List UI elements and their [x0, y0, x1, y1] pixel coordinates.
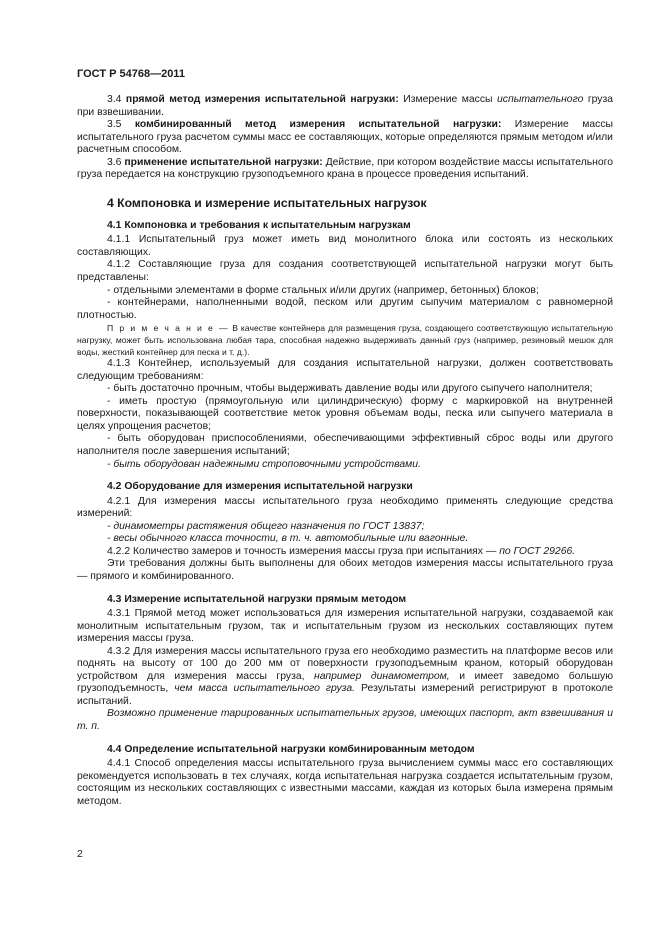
term: комбинированный метод измерения испытательной нагрузки:	[134, 119, 502, 131]
clause-italic: по ГОСТ 29266.	[499, 545, 576, 557]
definition-text: Измерение массы	[403, 94, 493, 105]
note-text: В качестве контейнера для размещения груза, создающего соответствующую испытательную нагрузку, может быть использована любая тара, способная надежно выдерживать данный груз (например, резиновый мешок для воды, жесткий контейнер для песка и т. д.).	[77, 323, 613, 358]
clause-number: 3.4	[107, 94, 122, 105]
clause-text: Результаты измерений регистрируют в протоколе испытаний.	[77, 683, 614, 707]
page-number: 2	[77, 848, 83, 860]
list-item	[77, 521, 613, 534]
clause-italic: например динамометром,	[314, 670, 450, 682]
clause-3-6	[77, 157, 613, 182]
definition-text: груза при взвешивании.	[77, 94, 614, 118]
section-4-1-heading: 4.1 Компоновка и требования к испытательным нагрузкам	[107, 219, 411, 231]
list-item: - иметь простую (прямоугольную или цилиндрическую) форму с маркировкой на внутренней поверхности, показывающей соответствие меток уровня объемам воды, песка или сыпучего материала в целях упрощения расчетов;	[77, 395, 613, 432]
definition-text: Измерение массы испытательного груза расчетом суммы масс ее составляющих, которые определяются прямым методом и/или расчетным способом.	[77, 119, 613, 156]
list-item	[77, 533, 613, 546]
list-item-italic: - динамометры растяжения общего назначения по ГОСТ 13837;	[107, 520, 425, 532]
clause-4-3-2	[77, 646, 613, 709]
clause-4-1-2: 4.1.2 Составляющие груза для создания соответствующей испытательной нагрузки могут быть представлены:	[77, 259, 613, 284]
section-4-2-heading: 4.2 Оборудование для измерения испытательной нагрузки	[107, 481, 413, 493]
clause-4-4-1: 4.4.1 Способ определения массы испытательного груза вычислением суммы масс его составляющих рекомендуется использовать в тех случаях, когда испытательная нагрузка создается испытательным грузом, состоящим из нескольких составляющих с известными массами, каждая из которых была измерена прямым методом.	[77, 758, 613, 807]
note	[77, 322, 613, 358]
section-4-heading: 4 Компоновка и измерение испытательных нагрузок	[107, 195, 427, 210]
clause-4-1-3: 4.1.3 Контейнер, используемый для создания испытательной нагрузки, должен соответствовать следующим требованиям:	[77, 358, 613, 382]
definition-text: Действие, при котором воздействие массы испытательного груза передается на конструкцию грузоподъемного крана в процессе проведения испытаний.	[77, 156, 614, 181]
clause-3-5	[77, 119, 613, 157]
list-item	[77, 459, 613, 472]
definition-italic: испытательного	[497, 94, 584, 105]
term: прямой метод измерения испытательной нагрузки:	[125, 94, 399, 105]
section-4-3-heading: 4.3 Измерение испытательной нагрузки прямым методом	[107, 593, 407, 605]
clause-text: и имеет заведомо большую грузоподъемность,	[77, 670, 613, 695]
section-4-4-heading: 4.4 Определение испытательной нагрузки комбинированным методом	[107, 743, 475, 755]
clause-4-3-2-cont	[77, 708, 613, 733]
clause-4-2-2	[77, 546, 613, 559]
note-label: П р и м е ч а н и е —	[107, 323, 230, 334]
clause-4-2-2-cont: Эти требования должны быть выполнены для обоих методов измерения массы испытательного груза — прямого и комбинированного.	[77, 558, 613, 582]
list-item: - контейнерами, наполненными водой, песком или другим сыпучим материалом с равномерной плотностью.	[77, 297, 613, 321]
clause-number: 3.5	[107, 119, 122, 131]
clause-text: 4.3.2 Для измерения массы испытательного груза его необходимо разместить на платформе весов или поднять на высоту от 100 до 200 мм от поверхности грузоподъемным краном, который оборудован устройством для измерения массы груза,	[77, 645, 613, 682]
list-item: - отдельными элементами в форме стальных и/или других (например, бетонных) блоков;	[107, 284, 539, 296]
list-item: - быть оборудован приспособлениями, обеспечивающими эффективный сброс воды или другого наполнителя после завершения испытаний;	[77, 433, 613, 458]
document-header: ГОСТ Р 54768—2011	[77, 68, 185, 80]
clause-3-4	[77, 94, 613, 119]
term: применение испытательной нагрузки:	[124, 156, 323, 168]
clause-4-1-1: 4.1.1 Испытательный груз может иметь вид монолитного блока или состоять из нескольких составляющих.	[77, 234, 613, 258]
clause-italic: Возможно применение тарированных испытательных грузов, имеющих паспорт, акт взвешивания и т. п.	[77, 708, 613, 732]
clause-number: 3.6	[107, 156, 122, 168]
list-item-italic: - быть оборудован надежными строповочными устройствами.	[107, 458, 421, 470]
document-body	[77, 94, 613, 808]
list-item: - быть достаточно прочным, чтобы выдерживать давление воды или другого сыпучего наполнителя;	[107, 383, 593, 395]
clause-4-2-1: 4.2.1 Для измерения массы испытательного груза необходимо применять следующие средства измерений:	[77, 495, 613, 520]
list-item-italic: - весы обычного класса точности, в т. ч. автомобильные или вагонные.	[107, 533, 469, 545]
clause-text: 4.2.2 Количество замеров и точность измерения массы груза при испытаниях —	[107, 545, 497, 557]
clause-italic: чем масса испытательного груза.	[174, 683, 356, 695]
clause-4-3-1: 4.3.1 Прямой метод может использоваться для измерения испытательной нагрузки, создаваемой как монолитным испытательным грузом, так и испытательным грузом из нескольких составляющих путем измерения массы груза.	[77, 608, 613, 645]
